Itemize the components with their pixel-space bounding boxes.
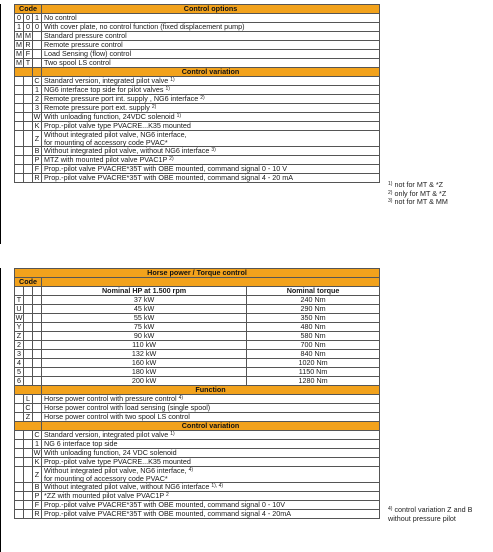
spacer-cell	[24, 458, 33, 467]
section-title: Control options	[42, 5, 380, 14]
control-option-row	[15, 32, 380, 41]
code-cell: M	[16, 40, 22, 50]
control-variation-row	[15, 113, 380, 122]
spacer-cell	[24, 287, 33, 296]
code-cell: 2	[15, 341, 24, 350]
footnote-marker: 2)	[151, 104, 157, 111]
spacer-cell	[33, 359, 42, 368]
power-row	[15, 377, 380, 386]
description-cell	[42, 431, 380, 440]
description-cell	[42, 122, 380, 131]
control-variation-row	[15, 440, 380, 449]
code-cell: M	[16, 49, 22, 59]
description-text: Standard version, integrated pilot valve	[44, 430, 169, 440]
control-variation-row	[15, 165, 380, 174]
description-text: With unloading function, 24VDC solenoid	[44, 112, 175, 122]
code-cell: C	[34, 430, 40, 440]
description-text: Without integrated pilot valve, NG6 interface,	[44, 130, 187, 139]
spacer-cell	[24, 104, 33, 113]
control-variation-row	[15, 122, 380, 131]
code-cell: W	[33, 112, 41, 122]
description-text: Horse power control with load sensing (single spool)	[44, 403, 211, 413]
code-cell: R	[34, 509, 40, 519]
code-cell: P	[33, 492, 42, 501]
hp-cell: 75 kW	[42, 323, 247, 332]
code-header: Code	[15, 5, 42, 14]
code-cell: C	[34, 76, 40, 86]
code-cell: 1	[33, 86, 42, 95]
footnote-marker: 2)	[200, 95, 205, 102]
code-cell: 0	[15, 14, 24, 23]
power-row	[15, 314, 380, 323]
hp-cell: 132 kW	[42, 350, 247, 359]
control-variation-row	[15, 431, 380, 440]
description-cell	[42, 86, 380, 95]
description-text: Prop.-pilot valve PVACRE*35T with OBE mounted, command signal 0 - 10V	[44, 500, 286, 510]
torque-cell: 580 Nm	[247, 332, 380, 341]
control-variation-row	[15, 467, 380, 483]
spacer-cell	[15, 86, 24, 95]
spacer-cell	[24, 440, 33, 449]
code-cell: B	[33, 483, 42, 492]
description-text: Without integrated pilot valve, without NG6 interface	[44, 482, 210, 492]
description-text: MTZ with mounted pilot valve PVAC1P	[44, 155, 168, 165]
spacer-cell	[33, 332, 42, 341]
spacer-cell	[24, 86, 33, 95]
code-cell: K	[33, 458, 42, 467]
description-cell	[42, 77, 380, 86]
control-variation-row	[15, 95, 380, 104]
spacer-cell	[15, 395, 24, 404]
section-header-row	[15, 422, 380, 431]
spacer-cell	[24, 131, 33, 147]
horse-power-note	[388, 506, 488, 523]
footnote-marker: 4)	[388, 506, 393, 512]
section-title: Control variation	[42, 422, 380, 431]
code-cell: 0	[24, 23, 33, 32]
section-header-row	[15, 68, 380, 77]
description-text-line2: for mounting of accessory code PVAC*	[44, 137, 168, 147]
code-cell: Y	[15, 323, 24, 332]
code-cell	[33, 41, 42, 50]
spacer-cell	[33, 314, 42, 323]
code-cell: K	[33, 122, 42, 131]
description-cell	[42, 413, 380, 422]
spacer-cell	[24, 359, 33, 368]
control-variation-row	[15, 156, 380, 165]
column-header-row	[15, 287, 380, 296]
spacer-cell	[15, 492, 24, 501]
spacer-cell	[15, 147, 24, 156]
spacer-cell	[15, 122, 24, 131]
description-cell	[42, 104, 380, 113]
description-cell	[42, 404, 380, 413]
code-cell: 3	[33, 104, 42, 113]
description-cell: With cover plate, no control function (fixed displacement pump)	[42, 23, 380, 32]
description-text: Remote pressure port int. supply , NG6 interface	[44, 94, 199, 104]
power-row	[15, 359, 380, 368]
code-cell: F	[33, 165, 42, 174]
control-variation-row	[15, 458, 380, 467]
control-variation-row	[15, 77, 380, 86]
footnote-text: not for MT & MM	[394, 197, 448, 206]
control-variation-row	[15, 131, 380, 147]
control-variation-row	[15, 492, 380, 501]
code-cell: 4	[15, 359, 24, 368]
power-row	[15, 368, 380, 377]
spacer-cell	[15, 68, 33, 77]
code-cell: 6	[15, 377, 24, 386]
spacer-cell	[15, 386, 42, 395]
spacer-cell	[33, 413, 42, 422]
spacer-cell	[24, 77, 33, 86]
description-text: NG 6 interface top side	[44, 439, 118, 449]
spacer-cell	[33, 287, 42, 296]
description-cell: Remote pressure control	[42, 41, 380, 50]
description-cell	[42, 395, 380, 404]
spacer-cell	[15, 440, 24, 449]
footnote-marker: 1)	[388, 181, 393, 187]
power-row	[15, 350, 380, 359]
footnote-marker: 1)	[165, 86, 170, 93]
code-cell	[33, 59, 42, 68]
code-header-row	[15, 278, 380, 287]
description-cell: Load Sensing (flow) control	[42, 50, 380, 59]
spacer-cell	[15, 174, 24, 183]
control-option-row	[15, 50, 380, 59]
spacer-cell	[24, 449, 33, 458]
description-cell	[42, 174, 380, 183]
spacer-cell	[15, 104, 24, 113]
description-cell	[42, 156, 380, 165]
spacer-cell	[33, 368, 42, 377]
spacer-cell	[24, 368, 33, 377]
spacer-cell	[33, 296, 42, 305]
code-cell: L	[24, 395, 33, 404]
control-variation-row	[15, 501, 380, 510]
spacer-cell	[15, 113, 24, 122]
description-text: Horse power control with two spool LS control	[44, 412, 190, 422]
code-cell	[33, 50, 42, 59]
spacer-cell	[24, 305, 33, 314]
hp-cell: 180 kW	[42, 368, 247, 377]
torque-cell: 840 Nm	[247, 350, 380, 359]
control-option-row	[15, 41, 380, 50]
spacer-cell	[15, 404, 24, 413]
code-cell: R	[25, 40, 31, 50]
spacer-cell	[15, 287, 24, 296]
spacer-cell	[15, 501, 24, 510]
code-cell: Z	[33, 131, 42, 147]
spacer-cell	[15, 422, 42, 431]
section-title: Control variation	[42, 68, 380, 77]
code-cell: 0	[33, 23, 42, 32]
description-cell: No control	[42, 14, 380, 23]
power-row	[15, 341, 380, 350]
code-cell: F	[33, 501, 42, 510]
code-cell: 3	[15, 350, 24, 359]
horse-power-torque-table	[14, 268, 380, 519]
spacer-cell	[24, 431, 33, 440]
code-cell: R	[34, 173, 40, 183]
footnote-marker: 2	[165, 492, 169, 499]
power-row	[15, 296, 380, 305]
spacer-cell	[24, 113, 33, 122]
torque-cell: 1280 Nm	[247, 377, 380, 386]
spacer-cell	[15, 458, 24, 467]
code-cell: F	[24, 50, 33, 59]
control-variation-row	[15, 174, 380, 183]
spacer-cell	[24, 95, 33, 104]
code-cell: Z	[15, 332, 24, 341]
function-row	[15, 395, 380, 404]
spacer-cell	[24, 467, 33, 483]
description-cell	[42, 113, 380, 122]
footnote-marker: 1), 4)	[211, 483, 224, 490]
spacer-cell	[33, 305, 42, 314]
control-variation-row	[15, 483, 380, 492]
description-text: Standard version, integrated pilot valve	[44, 76, 169, 86]
spacer-cell	[15, 510, 24, 519]
spacer-cell	[15, 483, 24, 492]
spacer-cell	[24, 296, 33, 305]
spacer-cell	[33, 341, 42, 350]
footnote-text: only for MT & *Z	[394, 188, 447, 198]
footnote-text: control variation Z and B without pressure pilot	[388, 505, 473, 523]
code-cell: M	[16, 58, 22, 68]
spacer-cell	[24, 156, 33, 165]
description-cell	[42, 131, 380, 147]
spacer-cell	[24, 332, 33, 341]
section-title: Horse power / Torque control	[15, 269, 380, 278]
code-cell: Z	[33, 467, 42, 483]
description-text: NG6 interface top side for pilot valves	[44, 85, 164, 95]
table-header-row	[15, 5, 380, 14]
description-cell	[42, 165, 380, 174]
description-text: Prop.-pilot valve PVACRE*35T with OBE mounted, command signal 4 - 20 mA	[44, 173, 294, 183]
description-text: Prop.-pilot valve type PVACRE...K35 mounted	[44, 121, 191, 131]
torque-cell: 700 Nm	[247, 341, 380, 350]
control-option-row	[15, 23, 380, 32]
code-cell: B	[33, 147, 42, 156]
hp-cell: 90 kW	[42, 332, 247, 341]
code-cell: W	[33, 448, 41, 458]
spacer-cell	[15, 449, 24, 458]
bracket-line-bottom	[0, 268, 1, 552]
spacer-cell	[24, 323, 33, 332]
control-variation-row	[15, 104, 380, 113]
spacer-cell	[24, 492, 33, 501]
code-cell: P	[33, 156, 42, 165]
code-cell: W	[15, 313, 23, 323]
code-cell: M	[16, 31, 22, 41]
code-cell: U	[16, 304, 22, 314]
hp-cell: 200 kW	[42, 377, 247, 386]
spacer-cell	[15, 467, 24, 483]
description-text: With unloading function, 24 VDC solenoid	[44, 448, 177, 458]
description-cell	[42, 440, 380, 449]
spacer-cell	[33, 377, 42, 386]
control-variation-row	[15, 147, 380, 156]
spacer-cell	[24, 165, 33, 174]
footnote-marker: 1)	[170, 77, 175, 84]
description-text: *ZZ with mounted pilot valve PVAC1P	[44, 491, 164, 501]
description-cell	[42, 95, 380, 104]
section-header-row	[15, 386, 380, 395]
spacer-cell	[33, 404, 42, 413]
description-text: Horse power control with pressure control	[44, 394, 177, 404]
control-variation-row	[15, 86, 380, 95]
spacer-cell	[24, 314, 33, 323]
spacer-cell	[24, 122, 33, 131]
code-cell: 1	[15, 23, 24, 32]
code-cell: 1	[33, 14, 42, 23]
spacer-cell	[15, 131, 24, 147]
spacer-cell	[33, 323, 42, 332]
description-cell	[42, 501, 380, 510]
torque-cell: 240 Nm	[247, 296, 380, 305]
control-options-notes	[388, 181, 448, 207]
code-cell	[33, 32, 42, 41]
power-row	[15, 332, 380, 341]
spacer-cell	[24, 483, 33, 492]
control-variation-row	[15, 510, 380, 519]
spacer-cell	[24, 350, 33, 359]
spacer-cell	[24, 501, 33, 510]
description-cell	[42, 483, 380, 492]
description-text-line2: for mounting of accessory code PVAC*	[44, 473, 168, 483]
spacer-cell	[15, 431, 24, 440]
code-cell: C	[25, 403, 31, 413]
footnote-marker: 1)	[176, 113, 182, 120]
table-header-row	[15, 269, 380, 278]
spacer-cell	[24, 341, 33, 350]
footnote-marker: 4)	[188, 467, 194, 473]
power-row	[15, 305, 380, 314]
spacer-cell	[24, 377, 33, 386]
hp-cell: 160 kW	[42, 359, 247, 368]
torque-cell: 1020 Nm	[247, 359, 380, 368]
code-cell: 5	[15, 368, 24, 377]
spacer-cell	[15, 156, 24, 165]
spacer-cell	[24, 174, 33, 183]
footnote-marker: 2)	[169, 156, 174, 163]
torque-cell: 290 Nm	[247, 305, 380, 314]
spacer-cell	[33, 395, 42, 404]
spacer-cell	[24, 147, 33, 156]
description-cell: Two spool LS control	[42, 59, 380, 68]
control-option-row	[15, 59, 380, 68]
section-title: Function	[42, 386, 380, 395]
hp-cell: 110 kW	[42, 341, 247, 350]
function-row	[15, 413, 380, 422]
footnote-marker: 2)	[388, 189, 393, 196]
code-cell: 0	[24, 14, 33, 23]
code-cell: 2	[33, 95, 42, 104]
description-cell	[42, 449, 380, 458]
code-cell: 1	[33, 440, 42, 449]
description-cell: Standard pressure control	[42, 32, 380, 41]
torque-cell: 480 Nm	[247, 323, 380, 332]
spacer-cell	[15, 165, 24, 174]
hp-cell: 45 kW	[42, 305, 247, 314]
description-cell	[42, 458, 380, 467]
description-text: Prop.-pilot valve PVACRE*35T with OBE mounted, command signal 0 - 10 V	[44, 164, 288, 174]
control-variation-row	[15, 449, 380, 458]
torque-cell: 1150 Nm	[247, 368, 380, 377]
code-cell: Z	[24, 413, 33, 422]
control-option-row	[15, 14, 380, 23]
spacer-cell	[15, 77, 24, 86]
description-text: Prop.-pilot valve type PVACRE...K35 mounted	[44, 457, 191, 467]
column-header-torque: Nominal torque	[247, 287, 380, 296]
spacer-cell	[15, 413, 24, 422]
torque-cell: 350 Nm	[247, 314, 380, 323]
description-text: Without integrated pilot valve, NG6 interface,	[44, 466, 187, 475]
code-header: Code	[15, 278, 42, 287]
hp-cell: 37 kW	[42, 296, 247, 305]
column-header-hp: Nominal HP at 1.500 rpm	[42, 287, 247, 296]
description-cell	[42, 467, 380, 483]
description-cell	[42, 147, 380, 156]
spacer-cell	[24, 510, 33, 519]
code-cell: M	[25, 31, 31, 41]
spacer-cell	[42, 278, 380, 287]
footnote-marker: 4)	[178, 395, 184, 402]
code-cell: T	[15, 296, 24, 305]
control-options-table	[14, 4, 380, 183]
footnote	[388, 198, 448, 207]
hp-cell: 55 kW	[42, 314, 247, 323]
footnote-marker: 3)	[211, 147, 216, 154]
code-cell: T	[24, 59, 33, 68]
description-text: Remote pressure port ext. supply	[44, 103, 150, 113]
footnote-marker: 3)	[388, 198, 393, 204]
description-text: Without integrated pilot valve, without NG6 interface	[44, 146, 210, 156]
footnote-marker: 1)	[170, 431, 175, 438]
spacer-cell	[33, 68, 42, 77]
power-row	[15, 323, 380, 332]
spacer-cell	[33, 350, 42, 359]
description-cell	[42, 510, 380, 519]
description-cell	[42, 492, 380, 501]
bracket-line-top	[0, 4, 1, 244]
description-text: Prop.-pilot valve PVACRE*35T with OBE mounted, command signal 4 - 20mA	[44, 509, 292, 519]
function-row	[15, 404, 380, 413]
footnote-text: not for MT & *Z	[394, 180, 444, 189]
spacer-cell	[15, 95, 24, 104]
